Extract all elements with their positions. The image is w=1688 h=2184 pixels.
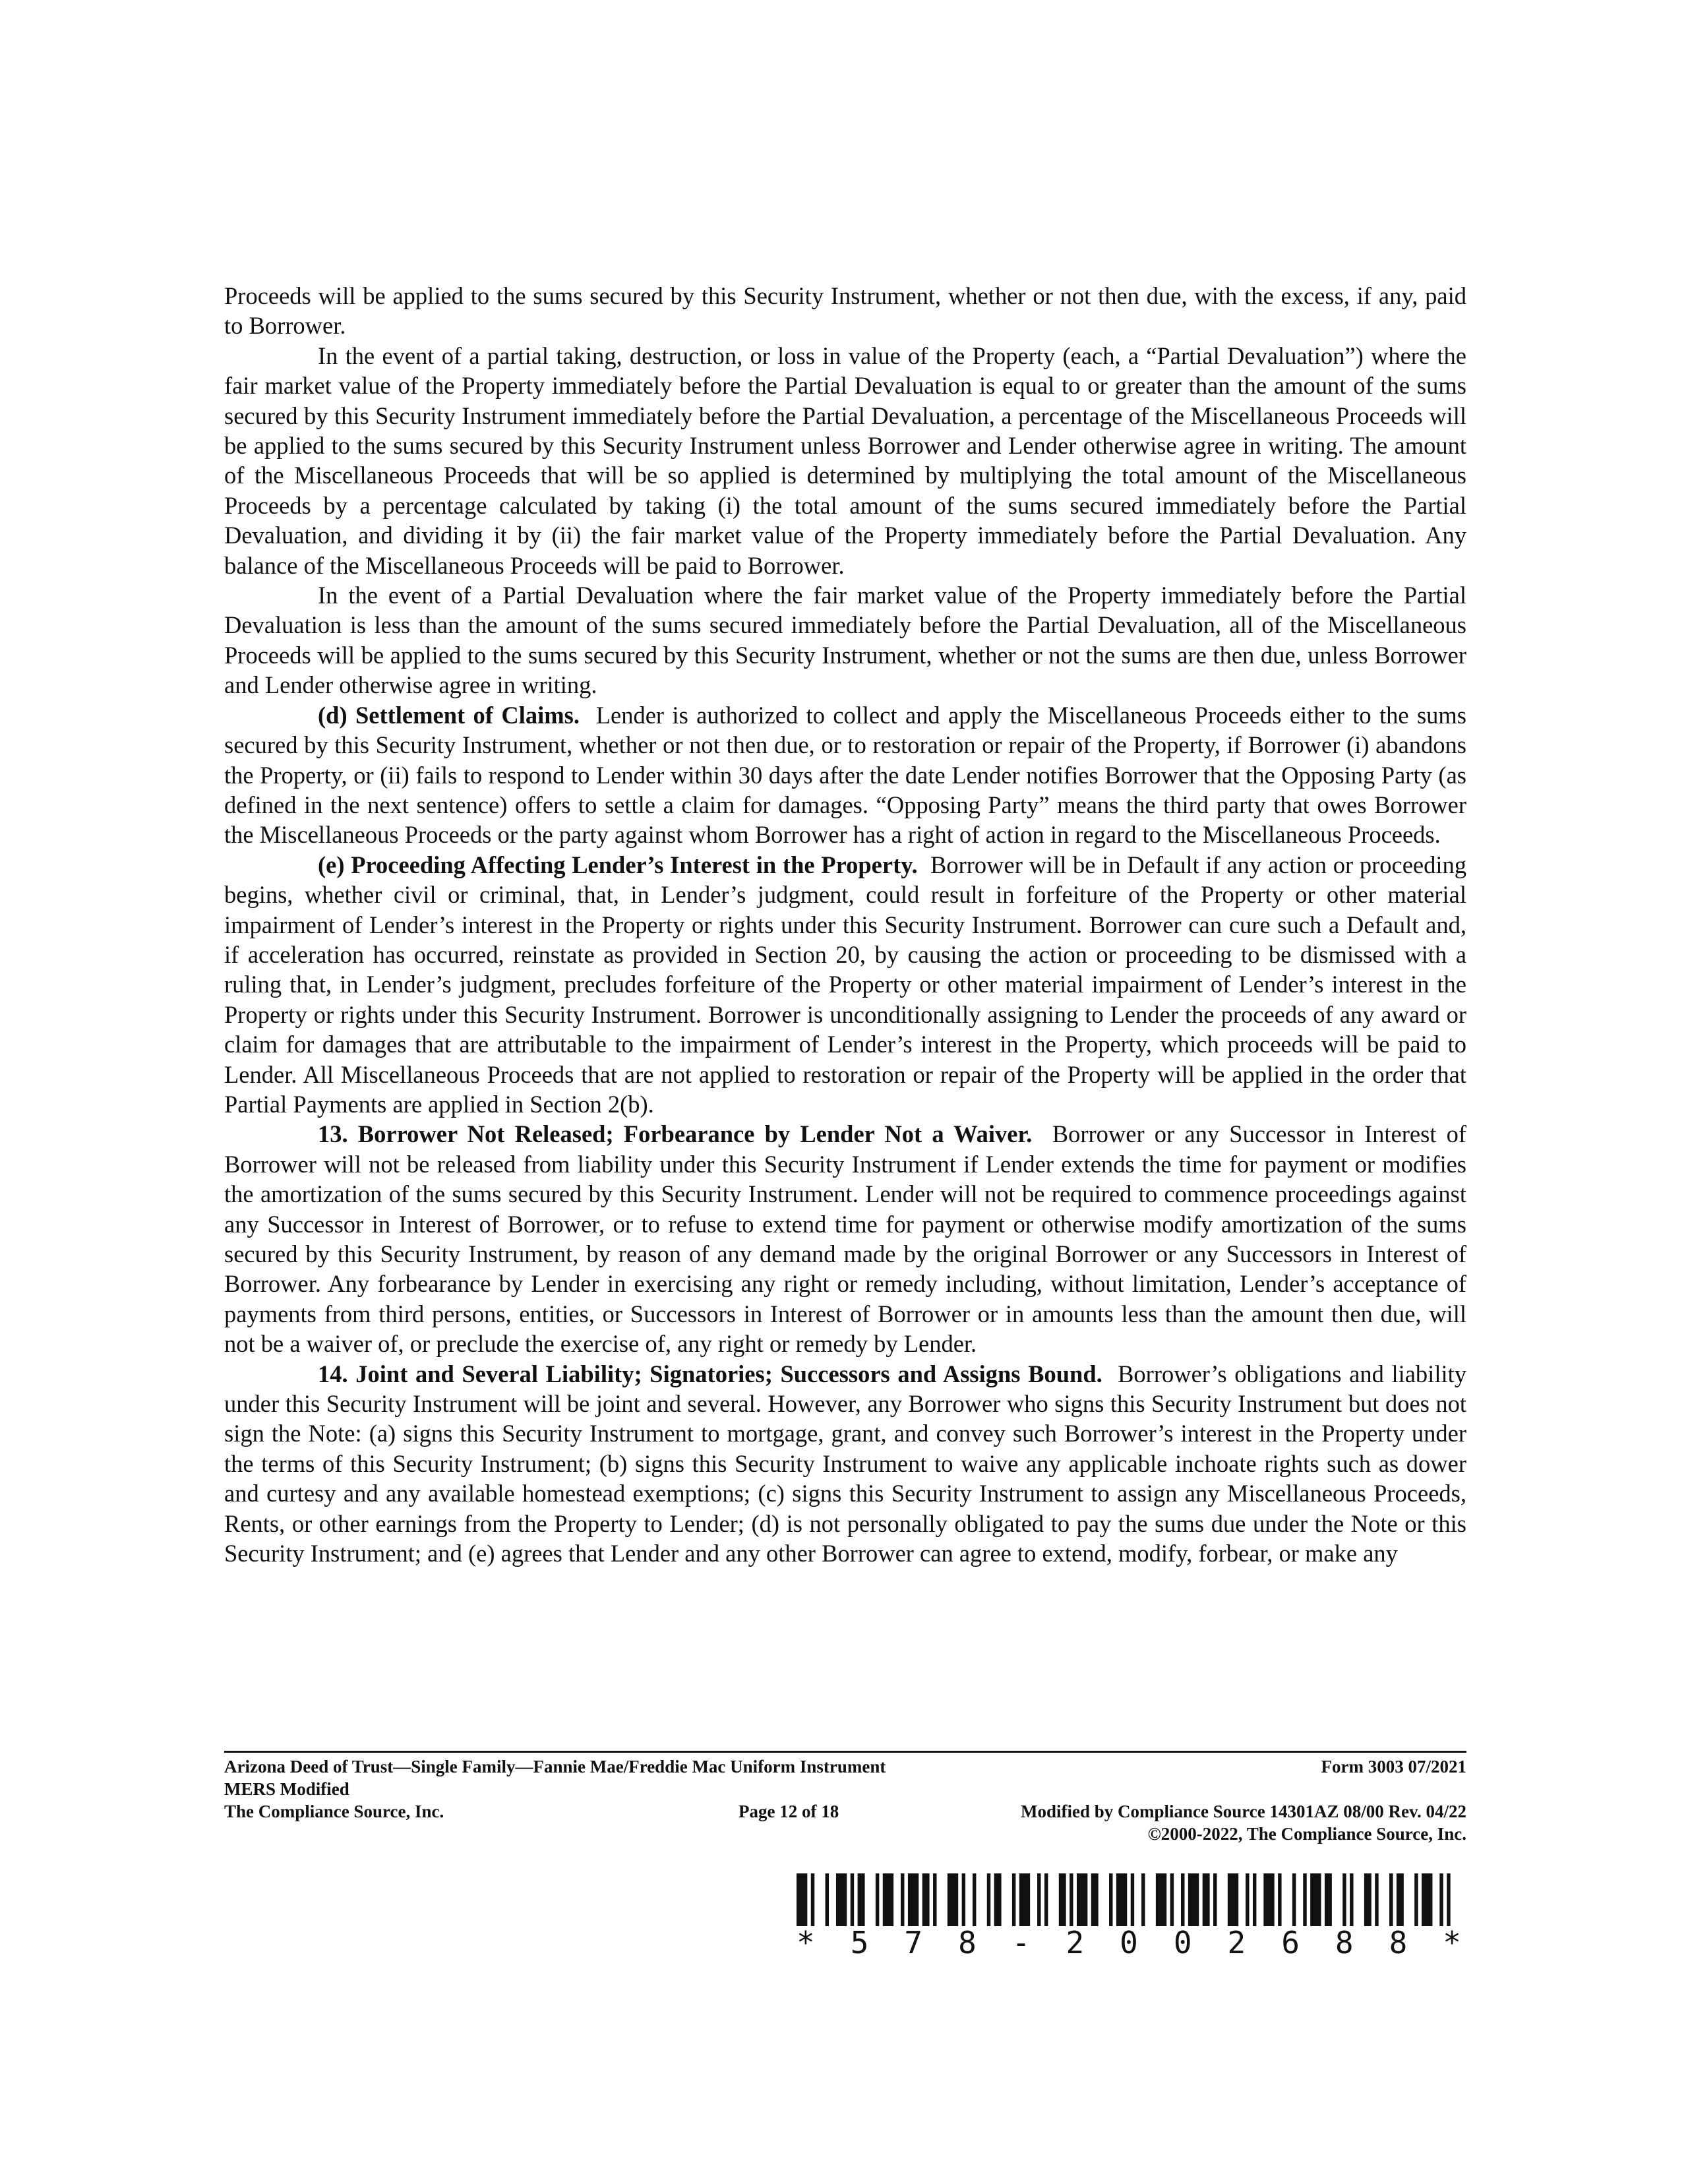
paragraph-partial-devaluation-less: In the event of a Partial Devaluation where the fair market value of the Property immediately before the Partial Devaluation is less than the amount of the sums secured immediately before the Partial Devaluation, all of the Miscellaneous Proceeds will be applied to the sums secured by this Security Instrument, whether or not the sums are then due, unless Borrower and Lender otherwise agree in writing. (224, 582, 1466, 699)
barcode-bar (987, 1873, 990, 1926)
paragraph-partial-devaluation: In the event of a partial taking, destruction, or loss in value of the Property (each, a “Partial Devaluation”) where the fair market value of the Property immediately before the Partial Devaluation is equal to or greater than the amount of the sums secured by this Security Instrument immediately before the Partial Devaluation, a percentage of the Miscellaneous Proceeds will be applied to the sums secured by this Security Instrument unless Borrower and Lender otherwise agree in writing. The amount of the Miscellaneous Proceeds that will be so applied is determined by multiplying the total amount of the Miscellaneous Proceeds by a percentage calculated by taking (i) the total amount of the sums secured immediately before the Partial Devaluation, and dividing it by (ii) the fair market value of the Property immediately before the Partial Devaluation. Any balance of the Miscellaneous Proceeds will be paid to Borrower. (224, 342, 1466, 579)
barcode-bar (858, 1873, 865, 1926)
barcode-bar (1364, 1873, 1372, 1926)
footer-divider (224, 1751, 1466, 1753)
barcode-bar (1188, 1873, 1199, 1926)
barcode-bar (1091, 1873, 1099, 1926)
footer-page-number: Page 12 of 18 (738, 1802, 839, 1821)
barcode-char: * (797, 1925, 815, 1960)
document-body (224, 281, 1466, 1568)
barcode-bar (948, 1873, 958, 1926)
barcode-char: 8 (1335, 1925, 1354, 1960)
barcode-bar (1375, 1873, 1378, 1926)
barcode-bar (797, 1873, 807, 1926)
barcode-bar (1422, 1873, 1432, 1926)
barcode-bar (922, 1873, 930, 1926)
barcode-char: 2 (1066, 1925, 1085, 1960)
barcode-bar (876, 1873, 879, 1926)
barcode-bar (994, 1873, 1002, 1926)
footer-instrument-title: Arizona Deed of Trust—Single Family—Fannie Mae/Freddie Mac Uniform Instrument (224, 1757, 886, 1776)
barcode-bar (883, 1873, 893, 1926)
barcode-bar (962, 1873, 965, 1926)
barcode-bar (1278, 1873, 1281, 1926)
barcode-bar (1116, 1873, 1127, 1926)
barcode-bar (1019, 1873, 1030, 1926)
barcode-bar (1292, 1873, 1296, 1926)
barcode-bar (1109, 1873, 1112, 1926)
barcode-char: 0 (1120, 1925, 1138, 1960)
barcode-caption (797, 1926, 1461, 1960)
barcode-bar (1397, 1873, 1404, 1926)
footer-form-number: Form 3003 07/2021 (1321, 1757, 1466, 1776)
footer-mers-modified: MERS Modified (224, 1779, 349, 1799)
text-settlement-of-claims: Lender is authorized to collect and apply the Miscellaneous Proceeds either to the sums secured by this Security Instrument, whether or not then due, or to restoration or repair of the Property, if Borrower (i) abandons the Property, or (ii) fails to respond to Lender within 30 days after the date Lender notifies Borrower that the Opposing Party (as defined in the next sentence) offers to settle a claim for damages. “Opposing Party” means the third party that owes Borrower the Miscellaneous Proceeds or the party against whom Borrower has a right of action in regard to the Miscellaneous Proceeds. (224, 701, 1467, 849)
barcode-bar (1310, 1873, 1321, 1926)
paragraph-settlement-of-claims (224, 700, 1466, 850)
barcode-char: * (1443, 1925, 1461, 1960)
heading-proceeding-affecting-interest: (e) Proceeding Affecting Lender’s Interest in the Property. (318, 851, 918, 878)
barcode-bar (851, 1873, 854, 1926)
paragraph-proceeds-continued: Proceeds will be applied to the sums secured by this Security Instrument, whether or not then due, with the excess, if any, paid to Borrower. (224, 282, 1466, 340)
heading-settlement-of-claims: (d) Settlement of Claims. (318, 701, 580, 729)
barcode-bar (1203, 1873, 1210, 1926)
barcode-bar (1447, 1873, 1450, 1926)
text-section-14: Borrower’s obligations and liability under this Security Instrument will be joint and several. However, any Borrower who signs this Security Instrument but does not sign the Note: (a) signs this Security Instrument to mortgage, grant, and convey such Borrower’s interest in the Property under the terms of this Security Instrument; (b) signs this Security Instrument to waive any applicable inchoate rights such as dower and curtesy and any available homestead exemptions; (c) signs this Security Instrument to assign any Miscellaneous Proceeds, Rents, or other earnings from the Property to Lender; (d) is not personally obligated to pay the sums due under the Note or this Security Instrument; and (e) agrees that Lender and any other Borrower can agree to extend, modify, forbear, or make any (224, 1360, 1467, 1567)
heading-section-13: 13. Borrower Not Released; Forbearance by Lender Not a Waiver. (318, 1120, 1033, 1148)
barcode-bar (1414, 1873, 1418, 1926)
barcode-bar (1181, 1873, 1184, 1926)
barcode-bar (1213, 1873, 1217, 1926)
barcode-bar (1141, 1873, 1145, 1926)
barcode-bar (1077, 1873, 1087, 1926)
barcode-bar (1325, 1873, 1332, 1926)
footer-copyright: ©2000-2022, The Compliance Source, Inc. (1147, 1824, 1466, 1844)
barcode-char: - (1011, 1925, 1031, 1960)
barcode-bar (1263, 1873, 1274, 1926)
barcode-bar (826, 1873, 829, 1926)
paragraph-proceeding-affecting-interest (224, 850, 1466, 1120)
barcode-bar (1059, 1873, 1066, 1926)
heading-section-14: 14. Joint and Several Liability; Signatories; Successors and Assigns Bound. (318, 1360, 1102, 1387)
paragraph-section-13 (224, 1119, 1466, 1358)
page-footer (224, 1755, 1466, 1845)
barcode-char: 7 (904, 1925, 923, 1960)
text-section-13: Borrower or any Successor in Interest of Borrower will not be released from liability under this Security Instrument if Lender extends the time for payment or modifies the amortization of the sums secured by this Security Instrument. Lender will not be required to commence proceedings against any Successor in Interest of Borrower, or to refuse to extend time for payment or otherwise modify amortization of the sums secured by this Security Instrument, by reason of any demand made by the original Borrower or any Successors in Interest of Borrower. Any forbearance by Lender in exercising any right or remedy including, without limitation, Lender’s acceptance of payments from third persons, entities, or Successors in Interest of Borrower or in amounts less than the amount then due, will not be a waiver of, or preclude the exercise of, any right or remedy by Lender. (224, 1120, 1466, 1358)
barcode-bar (1037, 1873, 1040, 1926)
barcode-bar (1228, 1873, 1238, 1926)
barcode-bar (1342, 1873, 1346, 1926)
barcode-char: 8 (1389, 1925, 1408, 1960)
barcode-bar (1246, 1873, 1249, 1926)
footer-modified-by: Modified by Compliance Source 14301AZ 08/00 Rev. 04/22 (1020, 1802, 1466, 1821)
barcode-bar (901, 1873, 904, 1926)
paragraph-section-14 (224, 1359, 1466, 1569)
barcode-bar (1253, 1873, 1256, 1926)
barcode-char: 6 (1281, 1925, 1300, 1960)
barcode-bar (908, 1873, 919, 1926)
barcode-bar (1303, 1873, 1306, 1926)
barcode-bar (1389, 1873, 1393, 1926)
barcode-char: 0 (1173, 1925, 1192, 1960)
barcode-char: 5 (850, 1925, 869, 1960)
barcode-bar (811, 1873, 814, 1926)
barcode-bar (1012, 1873, 1015, 1926)
barcode (797, 1873, 1461, 1926)
barcode-bar (1350, 1873, 1353, 1926)
barcode-bar (933, 1873, 936, 1926)
barcode-bar (1439, 1873, 1443, 1926)
barcode-bar (1170, 1873, 1174, 1926)
barcode-bar (1156, 1873, 1166, 1926)
barcode-char: 8 (958, 1925, 977, 1960)
barcode-bar (973, 1873, 976, 1926)
barcode-char: 2 (1227, 1925, 1246, 1960)
barcode-bar (1044, 1873, 1048, 1926)
footer-company: The Compliance Source, Inc. (224, 1802, 444, 1821)
barcode-bar (1070, 1873, 1073, 1926)
barcode-bar (836, 1873, 847, 1926)
barcode-bar (1131, 1873, 1134, 1926)
text-proceeding-affecting-interest: Borrower will be in Default if any action or proceeding begins, whether civil or criminal, that, in Lender’s judgment, could result in forfeiture of the Property or other material impairment of Lender’s interest in the Property or rights under this Security Instrument. Borrower can cure such a Default and, if acceleration has occurred, reinstate as provided in Section 20, by causing the action or proceeding to be dismissed with a ruling that, in Lender’s judgment, precludes forfeiture of the Property or other material impairment of Lender’s interest in the Property or rights under this Security Instrument. Borrower is unconditionally assigning to Lender the proceeds of any award or claim for damages that are attributable to the impairment of Lender’s interest in the Property, which proceeds will be paid to Lender. All Miscellaneous Proceeds that are not applied to restoration or repair of the Property will be applied in the order that Partial Payments are applied in Section 2(b). (224, 851, 1466, 1118)
